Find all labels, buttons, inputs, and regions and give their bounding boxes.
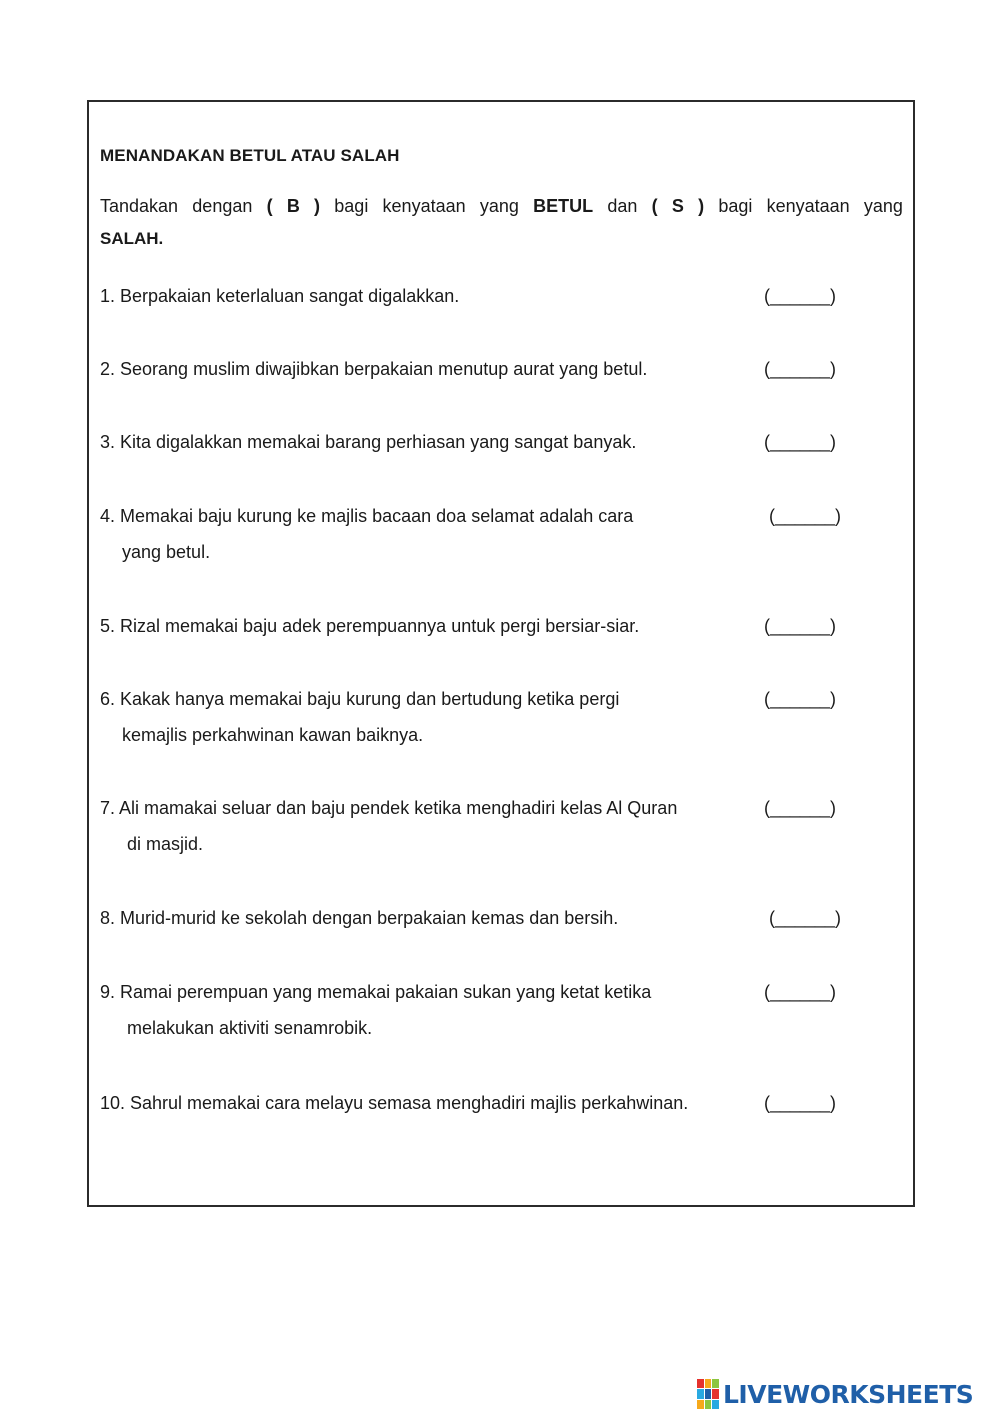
question-8: 8. Murid-murid ke sekolah dengan berpakaian kemas dan bersih. bbox=[100, 908, 619, 928]
liveworksheets-logo bbox=[697, 1377, 973, 1411]
b-mark: ( B ) bbox=[266, 196, 321, 216]
answer-blank-3[interactable]: (______) bbox=[764, 432, 837, 452]
answer-blank-5[interactable]: (______) bbox=[764, 616, 837, 636]
answer-blank-6[interactable]: (______) bbox=[764, 689, 837, 709]
liveworksheets-wordmark: LIVEWORKSHEETS bbox=[723, 1379, 974, 1409]
salah-keyword: SALAH. bbox=[100, 229, 164, 248]
question-6: 6. Kakak hanya memakai baju kurung dan bertudung ketika pergi kemajlis perkahwinan kawan baiknya. bbox=[100, 689, 620, 745]
question-5: 5. Rizal memakai baju adek perempuannya untuk pergi bersiar-siar. bbox=[100, 616, 640, 636]
question-10: 10. Sahrul memakai cara melayu semasa menghadiri majlis perkahwinan. bbox=[100, 1093, 689, 1113]
question-2: 2. Seorang muslim diwajibkan berpakaian menutup aurat yang betul. bbox=[100, 359, 648, 379]
liveworksheets-mark-icon bbox=[697, 1379, 719, 1409]
answer-blank-10[interactable]: (______) bbox=[764, 1093, 837, 1113]
answer-blank-8[interactable]: (______) bbox=[769, 908, 842, 928]
question-7: 7. Ali mamakai seluar dan baju pendek ketika menghadiri kelas Al Quran di masjid. bbox=[100, 798, 678, 854]
question-3: 3. Kita digalakkan memakai barang perhiasan yang sangat banyak. bbox=[100, 432, 637, 452]
worksheet-title: MENANDAKAN BETUL ATAU SALAH bbox=[100, 146, 400, 165]
question-9: 9. Ramai perempuan yang memakai pakaian sukan yang ketat ketika melakukan aktiviti senamrobik. bbox=[100, 982, 652, 1038]
question-1: 1. Berpakaian keterlaluan sangat digalakkan. bbox=[100, 286, 460, 306]
answer-blank-7[interactable]: (______) bbox=[764, 798, 837, 818]
answer-blank-9[interactable]: (______) bbox=[764, 982, 837, 1002]
s-mark: ( S ) bbox=[651, 196, 705, 216]
answer-blank-4[interactable]: (______) bbox=[769, 506, 842, 526]
answer-blank-1[interactable]: (______) bbox=[764, 286, 837, 306]
question-4: 4. Memakai baju kurung ke majlis bacaan doa selamat adalah cara yang betul. bbox=[100, 506, 634, 562]
betul-keyword: BETUL bbox=[533, 196, 594, 216]
answer-blank-2[interactable]: (______) bbox=[764, 359, 837, 379]
instruction-text: Tandakan dengan ( B ) bagi kenyataan yang BETUL dan ( S ) bagi kenyataan yang bbox=[100, 196, 903, 216]
